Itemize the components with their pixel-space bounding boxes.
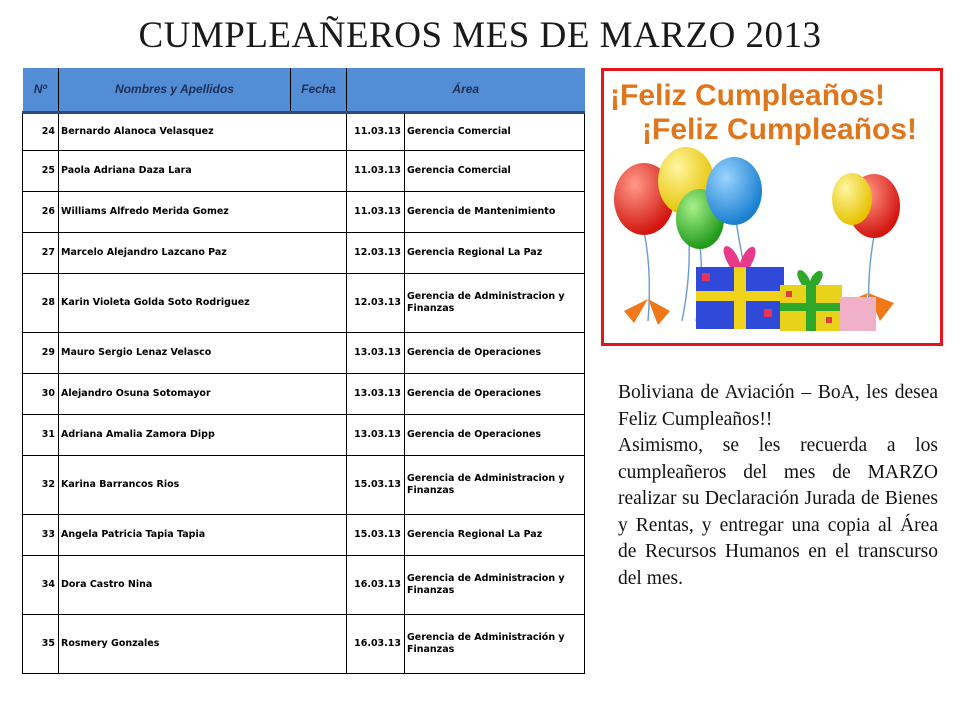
cell-num: 24	[23, 112, 59, 150]
header-name: Nombres y Apellidos	[59, 68, 291, 112]
table-row	[23, 614, 585, 673]
table-row	[23, 555, 585, 614]
table-row	[23, 414, 585, 455]
cell-date: 13.03.13	[347, 414, 405, 455]
header-date: Fecha	[291, 68, 347, 112]
cell-date: 16.03.13	[347, 614, 405, 673]
cell-date: 15.03.13	[347, 514, 405, 555]
cell-area: Gerencia Regional La Paz	[405, 232, 585, 273]
message-reminder: Asimismo, se les recuerda a los cumpleañeros del mes de MARZO realizar su Declaración Jurada de Bienes y Rentas, y entregar una copia al Área de Recursos Humanos en el transcurso del mes.	[618, 435, 938, 589]
cell-spacer	[291, 373, 347, 414]
cell-spacer	[291, 514, 347, 555]
cell-name: Marcelo Alejandro Lazcano Paz	[59, 232, 291, 273]
cell-num: 28	[23, 273, 59, 332]
cell-spacer	[291, 455, 347, 514]
cell-name: Dora Castro Nina	[59, 555, 291, 614]
cell-spacer	[291, 273, 347, 332]
page-title: CUMPLEAÑEROS MES DE MARZO 2013	[138, 15, 822, 56]
cell-spacer	[291, 150, 347, 191]
table-row	[23, 514, 585, 555]
birthday-table-container	[22, 68, 584, 674]
cell-num: 34	[23, 555, 59, 614]
cell-area: Gerencia Comercial	[405, 112, 585, 150]
table-row	[23, 112, 585, 150]
birthday-message	[618, 380, 938, 592]
cell-area: Gerencia de Administracion y Finanzas	[405, 273, 585, 332]
table-row	[23, 332, 585, 373]
cell-spacer	[291, 232, 347, 273]
cell-name: Bernardo Alanoca Velasquez	[59, 112, 291, 150]
cell-date: 12.03.13	[347, 273, 405, 332]
cell-area: Gerencia de Operaciones	[405, 414, 585, 455]
cell-num: 30	[23, 373, 59, 414]
cell-num: 26	[23, 191, 59, 232]
cell-num: 27	[23, 232, 59, 273]
cell-num: 29	[23, 332, 59, 373]
cell-spacer	[291, 191, 347, 232]
table-header-row	[23, 68, 585, 112]
birthday-card-image	[601, 68, 943, 346]
cell-num: 33	[23, 514, 59, 555]
header-num: Nº	[23, 68, 59, 112]
cell-date: 15.03.13	[347, 455, 405, 514]
balloons-icon	[614, 147, 900, 249]
table-row	[23, 232, 585, 273]
cell-name: Williams Alfredo Merida Gomez	[59, 191, 291, 232]
cell-spacer	[291, 614, 347, 673]
table-row	[23, 273, 585, 332]
cell-spacer	[291, 112, 347, 150]
cell-name: Paola Adriana Daza Lara	[59, 150, 291, 191]
cell-date: 12.03.13	[347, 232, 405, 273]
cell-area: Gerencia de Operaciones	[405, 373, 585, 414]
card-greeting-line1: ¡Feliz Cumpleaños!	[610, 79, 886, 112]
cell-name: Mauro Sergio Lenaz Velasco	[59, 332, 291, 373]
cell-num: 35	[23, 614, 59, 673]
birthday-card-illustration	[604, 71, 940, 343]
table-row	[23, 373, 585, 414]
cell-area: Gerencia de Operaciones	[405, 332, 585, 373]
cell-name: Alejandro Osuna Sotomayor	[59, 373, 291, 414]
cell-area: Gerencia de Administracion y Finanzas	[405, 555, 585, 614]
cell-num: 32	[23, 455, 59, 514]
cell-num: 31	[23, 414, 59, 455]
cell-date: 11.03.13	[347, 191, 405, 232]
cell-area: Gerencia de Mantenimiento	[405, 191, 585, 232]
cell-date: 16.03.13	[347, 555, 405, 614]
cell-area: Gerencia Regional La Paz	[405, 514, 585, 555]
cell-name: Rosmery Gonzales	[59, 614, 291, 673]
message-greeting: Boliviana de Aviación – BoA, les desea Feliz Cumpleaños!!	[618, 382, 938, 430]
gift-boxes-icon	[696, 246, 876, 331]
cell-area: Gerencia de Administración y Finanzas	[405, 614, 585, 673]
cell-num: 25	[23, 150, 59, 191]
cell-date: 11.03.13	[347, 150, 405, 191]
table-row	[23, 455, 585, 514]
card-greeting-line2: ¡Feliz Cumpleaños!	[642, 113, 918, 146]
table-body	[23, 112, 585, 673]
header-area: Área	[347, 68, 585, 112]
cell-date: 13.03.13	[347, 332, 405, 373]
cell-area: Gerencia Comercial	[405, 150, 585, 191]
cell-spacer	[291, 332, 347, 373]
cell-date: 13.03.13	[347, 373, 405, 414]
cell-spacer	[291, 555, 347, 614]
cell-name: Angela Patricia Tapia Tapia	[59, 514, 291, 555]
birthday-table	[22, 68, 585, 674]
table-row	[23, 150, 585, 191]
cell-name: Adriana Amalia Zamora Dipp	[59, 414, 291, 455]
table-row	[23, 191, 585, 232]
cell-name: Karina Barrancos Rios	[59, 455, 291, 514]
cell-name: Karin Violeta Golda Soto Rodriguez	[59, 273, 291, 332]
cell-spacer	[291, 414, 347, 455]
cell-area: Gerencia de Administracion y Finanzas	[405, 455, 585, 514]
cell-date: 11.03.13	[347, 112, 405, 150]
